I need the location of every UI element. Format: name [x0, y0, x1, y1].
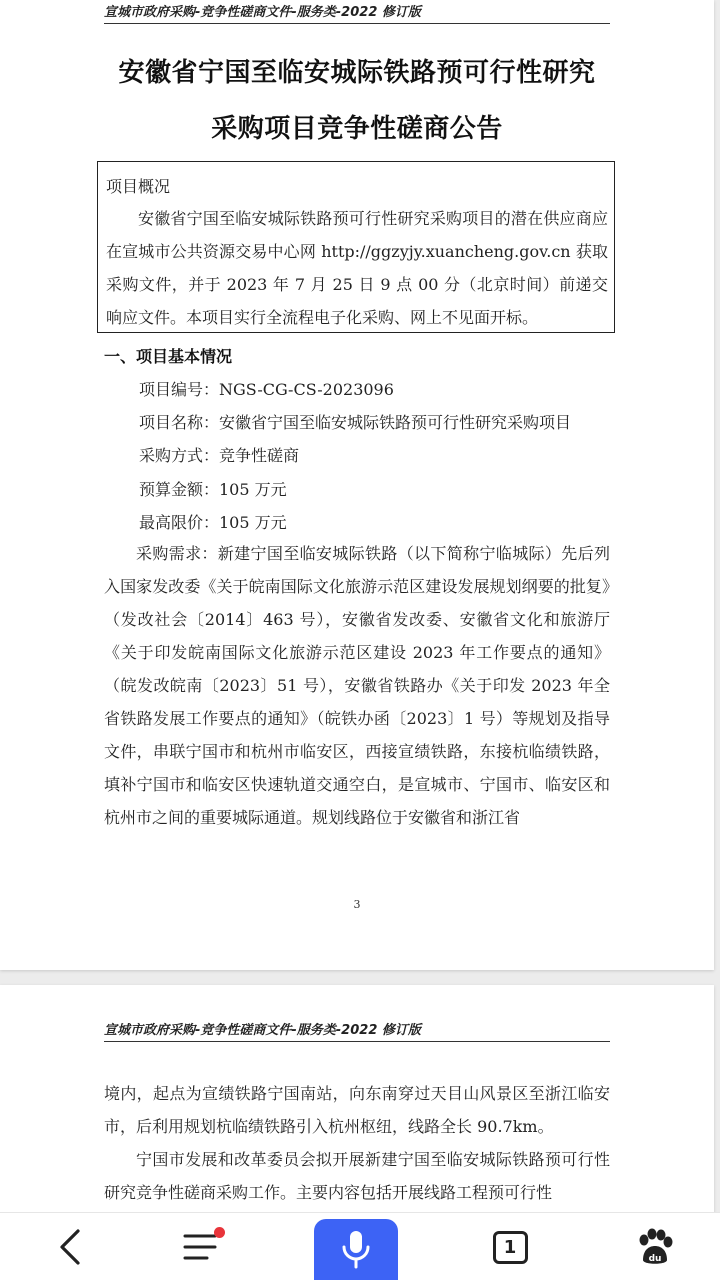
menu-button[interactable] [162, 1213, 242, 1280]
notification-dot [214, 1227, 225, 1238]
document-title-line-1: 安徽省宁国至临安城际铁路预可行性研究 [118, 58, 596, 88]
field-procurement-method: 采购方式：竞争性磋商 [139, 446, 300, 465]
field-project-number: 项目编号：NGS-CG-CS-2023096 [139, 380, 394, 399]
field-project-name: 项目名称：安徽省宁国至临安城际铁路预可行性研究采购项目 [139, 413, 572, 432]
continuation-paragraph-1: 境内，起点为宣绩铁路宁国南站，向东南穿过天目山风景区至浙江临安市，后利用规划杭临绩铁路引入杭州枢纽，线路全长 90.7km。 [104, 1084, 610, 1136]
overview-label: 项目概况 [106, 177, 171, 196]
running-header: 宣城市政府采购-竞争性磋商文件-服务类-2022 修订版 [104, 5, 610, 24]
field-maximum-price: 最高限价：105 万元 [139, 513, 287, 532]
continuation-paragraph-2: 宁国市发展和改革委员会拟开展新建宁国至临安城际铁路预可行性研究竞争性磋商采购工作。主要内容包括开展线路工程预可行性 [104, 1150, 610, 1202]
baidu-paw-icon [635, 1228, 675, 1266]
overview-paragraph: 安徽省宁国至临安城际铁路预可行性研究采购项目的潜在供应商应在宣城市公共资源交易中心网 http://ggzyjy.xuancheng.gov.cn 获取采购文件，并于 2023 年 7 月 25 日 9 点 00 分（北京时间）前递交响应文件。本项目实行全流程电子化采购、网上不见面开标。 [106, 209, 608, 327]
running-header: 宣城市政府采购-竞争性磋商文件-服务类-2022 修订版 [104, 1023, 610, 1042]
browser-bottom-toolbar [0, 1212, 720, 1280]
tabs-icon: 1 [493, 1231, 528, 1264]
back-button[interactable] [30, 1213, 110, 1280]
project-overview-box [97, 161, 615, 333]
back-arrow-icon [56, 1227, 84, 1267]
svg-text:du: du [648, 1254, 662, 1264]
microphone-icon [339, 1228, 373, 1272]
tabs-button[interactable] [470, 1213, 550, 1280]
document-title-line-2: 采购项目竞争性磋商公告 [211, 114, 503, 144]
procurement-demand-paragraph: 采购需求：新建宁国至临安城际铁路（以下简称宁临城际）先后列入国家发改委《关于皖南国际文化旅游示范区建设发展规划纲要的批复》（发改社会〔2014〕463 号），安徽省发改委、安徽省文化和旅游厅《关于印发皖南国际文化旅游示范区建设 2023 年工作要点的通知》（皖发改皖南〔2023〕51 号），安徽省铁路办《关于印发 2023 年全省铁路发展工作要点的通知》（皖铁办函〔2023〕1 号）等规划及指导文件，串联宁国市和杭州市临安区，西接宣绩铁路，东接杭临绩铁路，填补宁国市和临安区快速轨道交通空白，是宣城市、宁国市、临安区和杭州市之间的重要城际通道。规划线路位于安徽省和浙江省 [104, 544, 610, 827]
page-number: 3 [353, 898, 361, 911]
voice-search-button[interactable] [314, 1219, 398, 1280]
baidu-home-button[interactable] [615, 1213, 695, 1280]
field-budget-amount: 预算金额：105 万元 [139, 480, 287, 499]
section-heading-basic-info: 一、项目基本情况 [104, 347, 233, 366]
